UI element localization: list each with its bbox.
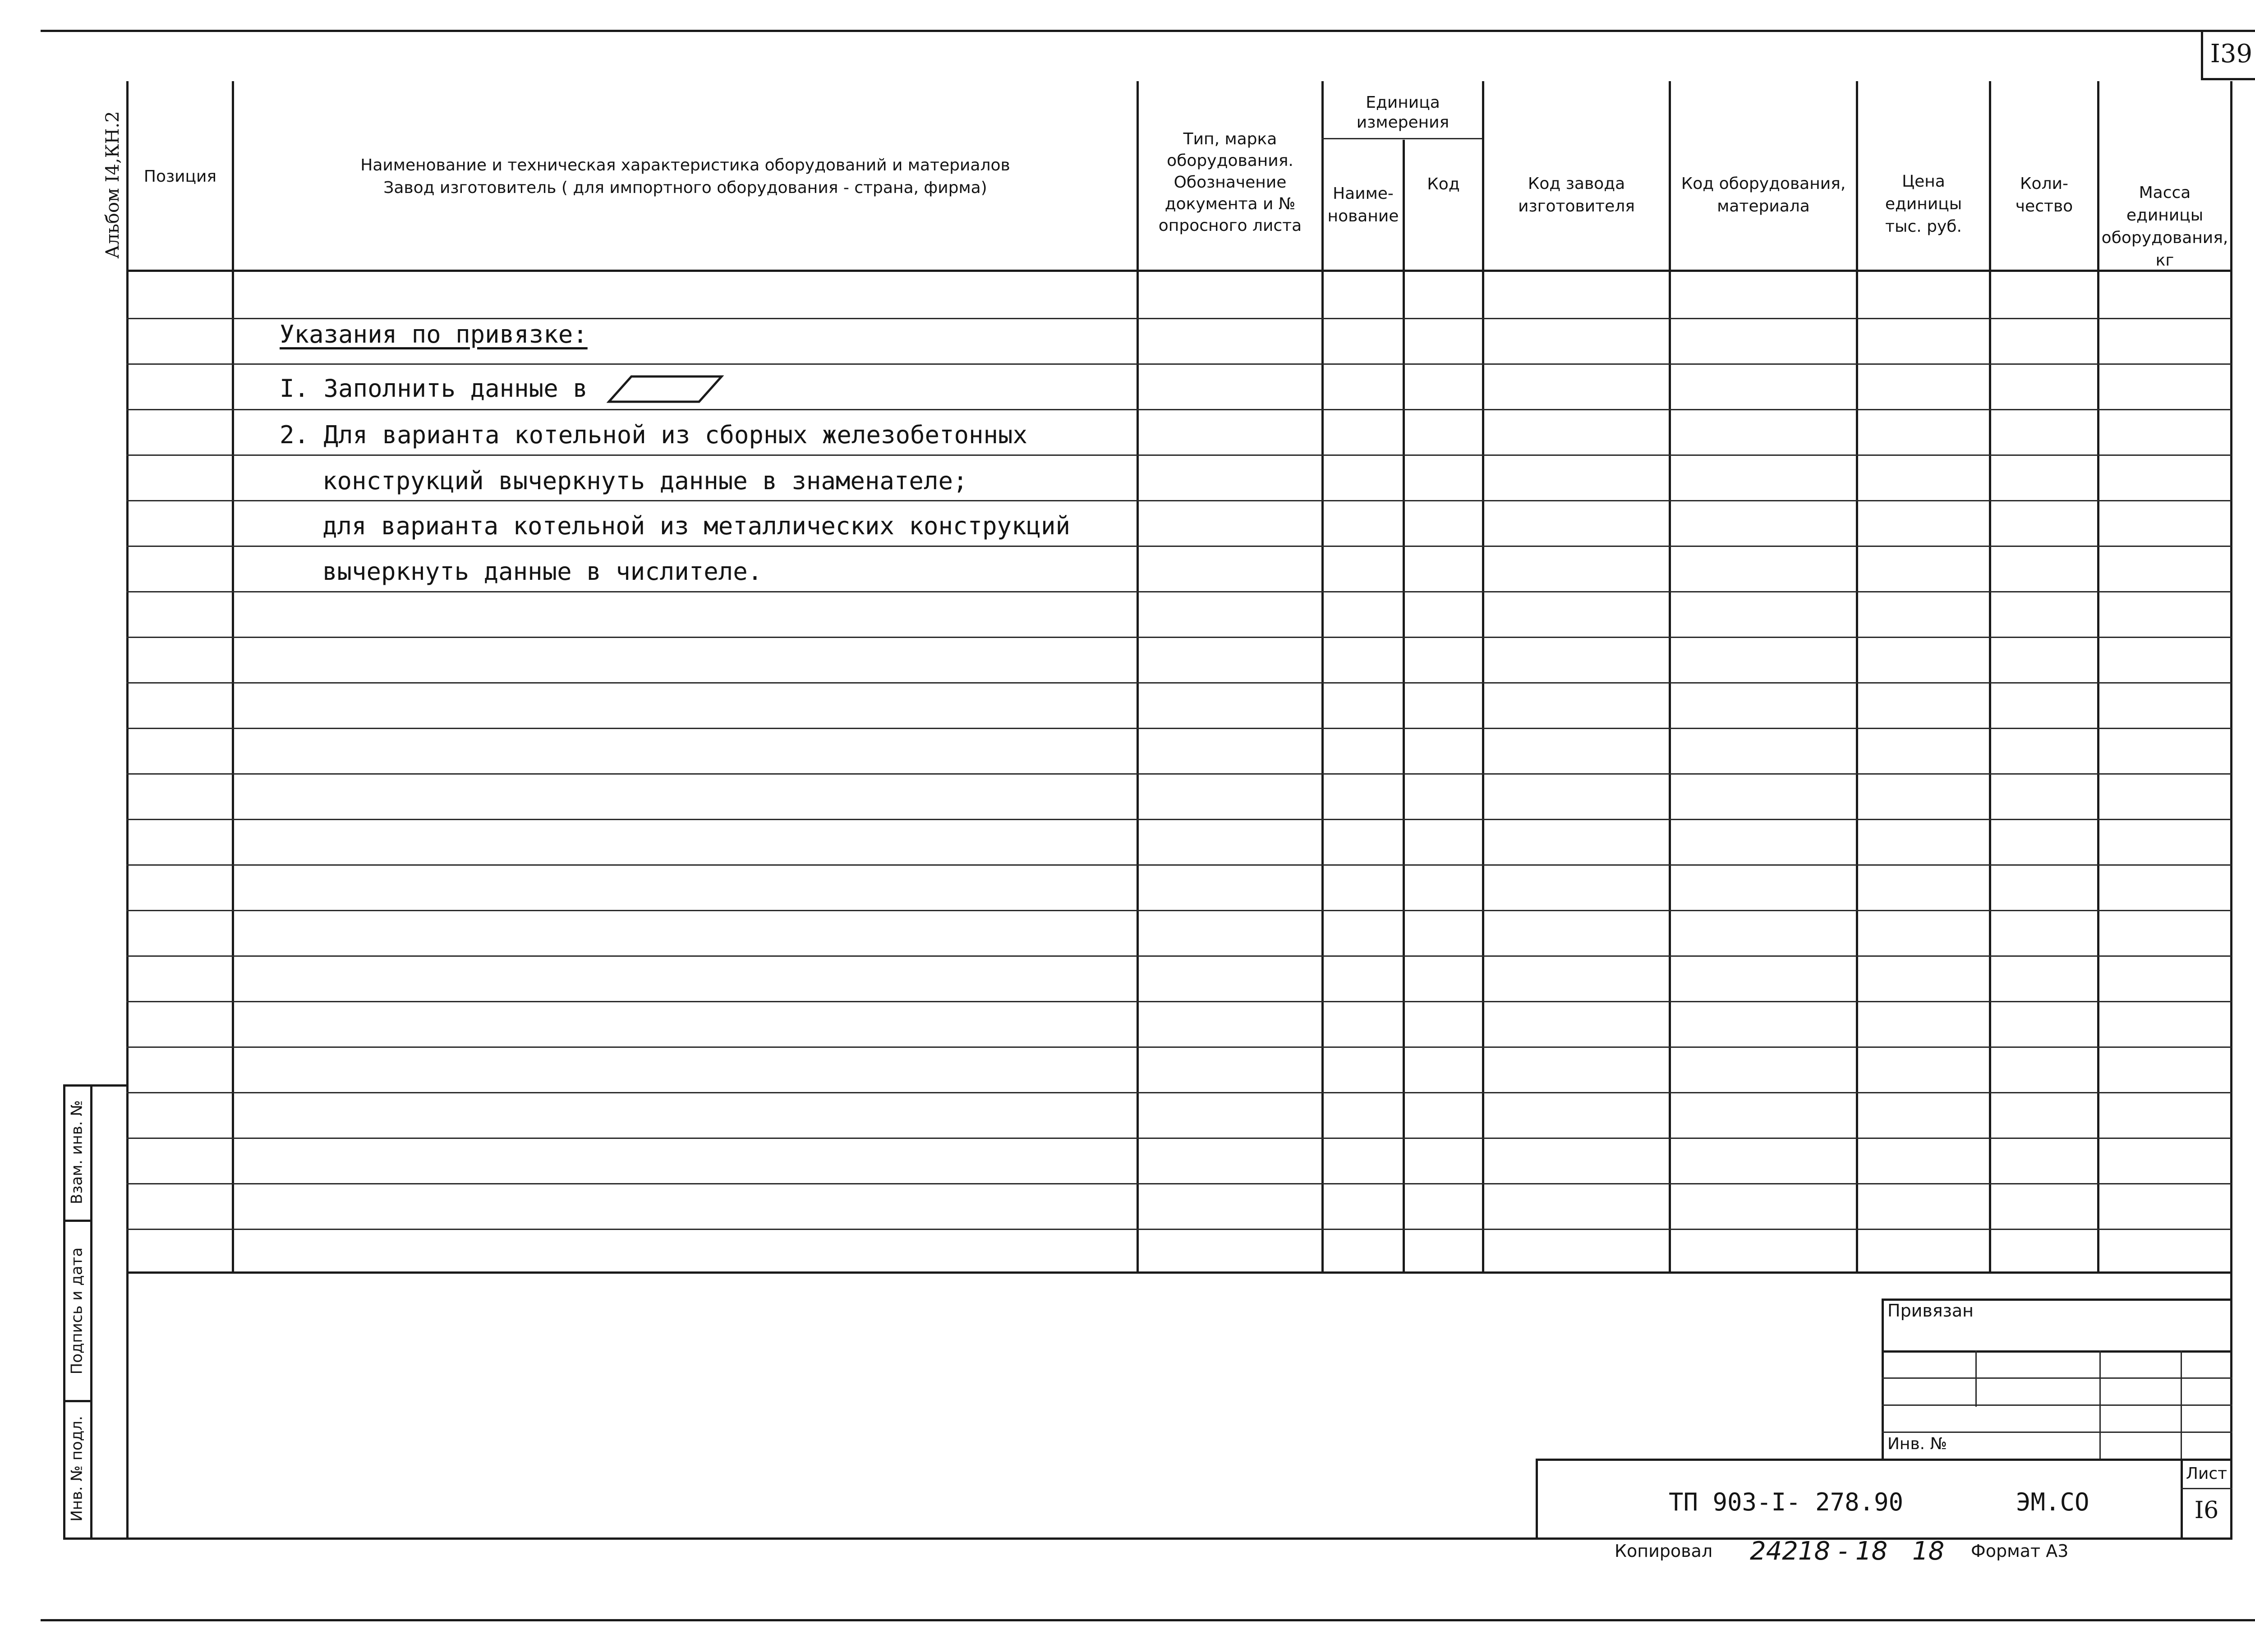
privyazan-row: [1882, 1377, 2232, 1379]
row-line: [126, 682, 2232, 684]
row-line: [126, 1046, 2232, 1048]
parallelogram-icon: [607, 374, 724, 404]
side-stamp-divider: [63, 1400, 92, 1402]
col-header-quantity: Коли- чество: [2015, 174, 2073, 216]
side-stamp-middle: [90, 1084, 92, 1540]
album-label: Альбом I4,КН.2: [102, 111, 123, 259]
kopiroval-label: Копировал: [1615, 1541, 1713, 1561]
side-stamp-podpis: Подпись и дата: [68, 1247, 86, 1375]
privyazan-label: Привязан: [1887, 1301, 1974, 1321]
side-stamp-bottom: [63, 1537, 129, 1540]
col-header-name: Наименование и техническая характеристика оборудований и материалов Завод изготовитель ( для импортного оборудования - страна, фирма): [360, 156, 1010, 197]
notes-title: Указания по привязке:: [280, 320, 588, 349]
page-number: 18: [1912, 1537, 1945, 1566]
privyazan-col: [2181, 1350, 2182, 1459]
row-line: [126, 318, 2232, 319]
row-line: [126, 591, 2232, 592]
side-stamp-top: [63, 1084, 129, 1087]
row-line: [126, 1092, 2232, 1093]
col-header-unit: Единица измерения: [1356, 93, 1450, 132]
row-line: [126, 819, 2232, 820]
row-line: [126, 864, 2232, 866]
row-line: [126, 363, 2232, 365]
notes-line-4: для варианта котельной из металлических конструкций: [322, 512, 1071, 540]
col-header-equipment-code: Код оборудования, материала: [1681, 174, 1846, 216]
row-line: [126, 1183, 2232, 1184]
sheet-corner-number: I39: [2210, 39, 2253, 69]
notes-line-5: вычеркнуть данные в числителе.: [322, 557, 763, 586]
side-stamp-zam-inv: Взам. инв. №: [68, 1100, 86, 1204]
inv-no-label: Инв. №: [1887, 1435, 1947, 1453]
privyazan-row: [1882, 1432, 2232, 1433]
row-line: [126, 546, 2232, 547]
stamp-top: [1536, 1459, 2232, 1461]
privyazan-col: [1975, 1350, 1977, 1407]
row-line: [126, 409, 2232, 410]
col-header-price: Цена единицы тыс. руб.: [1885, 172, 1962, 236]
col-divider: [1403, 140, 1405, 1274]
table-left-border: [126, 81, 129, 1540]
stamp-list-row: [2181, 1488, 2232, 1489]
row-line: [126, 500, 2232, 501]
col-header-unit-name: Наиме- нование: [1327, 184, 1399, 225]
unit-header-divider: [1321, 138, 1482, 139]
document-code: ТП 903-I- 278.90: [1669, 1488, 1904, 1516]
notes-line-2: 2. Для варианта котельной из сборных железобетонных: [280, 421, 1028, 449]
col-header-factory-code: Код завода изготовителя: [1518, 174, 1635, 216]
order-number: 24218 - 18: [1750, 1537, 1888, 1566]
section-code: ЭМ.СО: [2016, 1488, 2089, 1516]
row-line: [126, 910, 2232, 911]
row-line: [126, 728, 2232, 729]
row-line: [126, 1138, 2232, 1139]
list-number: I6: [2194, 1497, 2219, 1524]
stamp-left: [1536, 1459, 1538, 1540]
row-line: [126, 454, 2232, 456]
col-header-position: Позиция: [143, 167, 217, 186]
side-stamp-inv-podl: Инв. № подл.: [68, 1416, 86, 1522]
col-header-type: Тип, марка оборудования. Обозначение документа и № опросного листа: [1158, 130, 1302, 235]
corner-box-left: [2201, 30, 2203, 80]
side-stamp-divider: [63, 1220, 92, 1222]
notes-line-1: I. Заполнить данные в: [280, 374, 588, 403]
row-line: [126, 1229, 2232, 1230]
row-line: [126, 1001, 2232, 1002]
col-divider: [1137, 81, 1139, 1274]
privyazan-col: [2099, 1350, 2101, 1459]
table-right-border: [2230, 81, 2232, 1540]
corner-box-bottom: [2201, 78, 2255, 80]
col-header-mass: Масса единицы оборудования, кг: [2101, 183, 2228, 270]
row-line: [126, 637, 2232, 638]
row-line: [126, 773, 2232, 775]
privyazan-row: [1882, 1404, 2232, 1406]
table-body-bottom: [126, 1271, 2232, 1274]
row-line: [126, 955, 2232, 957]
format-label: Формат А3: [1971, 1541, 2069, 1561]
list-label: Лист: [2186, 1464, 2227, 1483]
privyazan-divider: [1882, 1350, 2232, 1353]
notes-line-3: конструкций вычеркнуть данные в знаменателе;: [322, 467, 968, 495]
frame-top: [41, 30, 2255, 32]
page-bottom-rule: [41, 1619, 2255, 1621]
col-header-unit-code: Код: [1427, 174, 1460, 193]
